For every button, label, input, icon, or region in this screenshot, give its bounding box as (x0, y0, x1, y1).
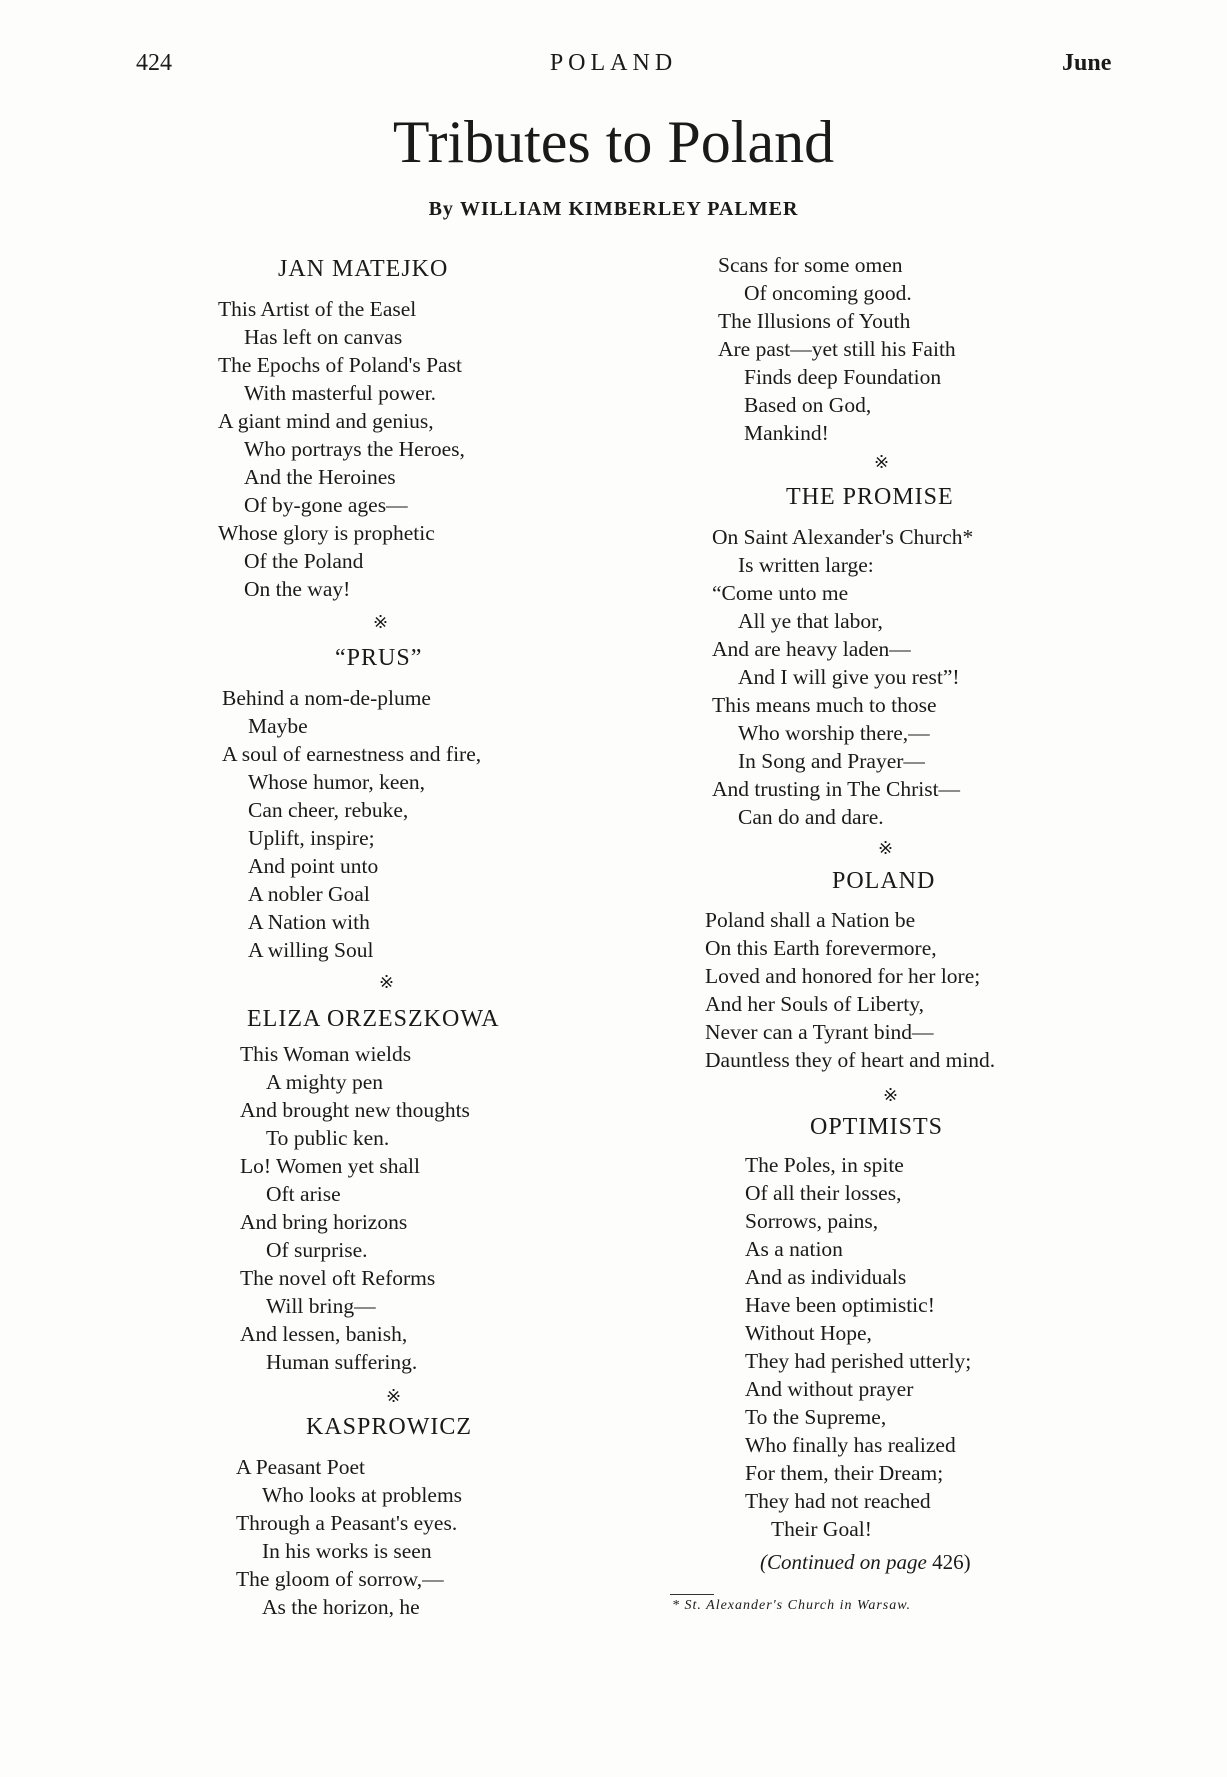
ornament-icon: ※ (379, 972, 395, 992)
poem-line: Of by-gone ages— (244, 493, 408, 517)
ornament-icon: ※ (386, 1386, 402, 1406)
poem-line: They had not reached (745, 1489, 931, 1513)
poem-line: Dauntless they of heart and mind. (705, 1048, 996, 1072)
poem-line: As the horizon, he (262, 1595, 420, 1619)
byline (0, 198, 1227, 221)
byline-prefix: By (428, 198, 454, 220)
poem-line: The Epochs of Poland's Past (218, 353, 462, 377)
poem-line: The novel oft Reforms (240, 1266, 436, 1290)
footnote-rule (670, 1594, 714, 1595)
footnote: * St. Alexander's Church in Warsaw. (672, 1598, 912, 1613)
poem-prus (222, 684, 481, 964)
poem-line: A nobler Goal (248, 882, 370, 906)
ornament-icon: ※ (874, 452, 890, 472)
poem-line: Behind a nom-de-plume (222, 686, 431, 710)
poem-line: And trusting in The Christ— (712, 777, 961, 801)
poem-line: Based on God, (744, 393, 872, 417)
poem-line: And brought new thoughts (240, 1098, 470, 1122)
poem-line: Can cheer, rebuke, (248, 798, 409, 822)
poem-line: Sorrows, pains, (745, 1209, 879, 1233)
poem-line: Can do and dare. (738, 805, 884, 829)
poem-line: Who finally has realized (745, 1433, 956, 1457)
poem-line: This means much to those (712, 693, 937, 717)
poem-line: Whose humor, keen, (248, 770, 426, 794)
poem-orzeszkowa (240, 1040, 470, 1376)
poem-line: Maybe (248, 714, 308, 738)
poem-line: Have been optimistic! (745, 1293, 935, 1317)
poem-line: Mankind! (744, 421, 829, 445)
poem-line: Will bring— (266, 1294, 376, 1318)
poem-line: Oft arise (266, 1182, 341, 1206)
poem-line: And are heavy laden— (712, 637, 911, 661)
poem-poland (705, 906, 995, 1074)
poem-line: “Come unto me (712, 581, 849, 605)
poem-line: And point unto (248, 854, 379, 878)
poem-line: And her Souls of Liberty, (705, 992, 924, 1016)
article-title: Tributes to Poland (392, 109, 835, 175)
poem-line: On the way! (244, 577, 351, 601)
poem-line: A mighty pen (266, 1070, 384, 1094)
poem-kasprowicz-continued (718, 251, 956, 447)
poem-line: The Poles, in spite (745, 1153, 904, 1177)
poem-heading-matejko: JAN MATEJKO (278, 256, 449, 282)
poem-line: This Woman wields (240, 1042, 412, 1066)
poem-heading-kasprowicz: KASPROWICZ (306, 1414, 473, 1440)
poem-line: A soul of earnestness and fire, (222, 742, 482, 766)
poem-line: The Illusions of Youth (718, 309, 911, 333)
poem-line: As a nation (745, 1237, 843, 1261)
poem-line: Uplift, inspire; (248, 826, 375, 850)
poem-heading-optimists: OPTIMISTS (810, 1114, 944, 1140)
poem-line: Are past—yet still his Faith (718, 337, 956, 361)
poem-line: Finds deep Foundation (744, 365, 942, 389)
page-number: 424 (136, 50, 172, 76)
poem-matejko (218, 295, 465, 603)
poem-line: And I will give you rest”! (738, 665, 960, 689)
poem-line: A willing Soul (248, 938, 374, 962)
poem-line: Without Hope, (745, 1321, 872, 1345)
poem-line: A Peasant Poet (236, 1455, 365, 1479)
poem-line: On Saint Alexander's Church* (712, 525, 974, 549)
poem-line: This Artist of the Easel (218, 297, 417, 321)
poem-line: They had perished utterly; (745, 1349, 972, 1373)
poem-line: And the Heroines (244, 465, 396, 489)
poem-line: Through a Peasant's eyes. (236, 1511, 458, 1535)
poem-line: All ye that labor, (738, 609, 883, 633)
continuation-text: (Continued on page (760, 1550, 927, 1574)
poem-line: Whose glory is prophetic (218, 521, 435, 545)
poem-line: On this Earth forevermore, (705, 936, 937, 960)
poem-line: Lo! Women yet shall (240, 1154, 420, 1178)
poem-line: The gloom of sorrow,— (236, 1567, 444, 1591)
poem-line: Loved and honored for her lore; (705, 964, 981, 988)
poem-the-promise (712, 523, 973, 831)
poem-line: A Nation with (248, 910, 370, 934)
journal-title: POLAND (549, 50, 678, 76)
poem-line: Has left on canvas (244, 325, 403, 349)
poem-line: Human suffering. (266, 1350, 418, 1374)
continuation-note (760, 1550, 971, 1575)
poem-heading-promise: THE PROMISE (786, 484, 954, 510)
poem-line: Of the Poland (244, 549, 364, 573)
author-name: WILLIAM KIMBERLEY PALMER (459, 198, 799, 220)
poem-heading-orzeszkowa: ELIZA ORZESZKOWA (247, 1006, 500, 1032)
poem-line: Who portrays the Heroes, (244, 437, 465, 461)
poem-line: Who worship there,— (738, 721, 930, 745)
poem-line: Of all their losses, (745, 1181, 902, 1205)
poem-line: To the Supreme, (745, 1405, 887, 1429)
poem-line: Scans for some omen (718, 253, 903, 277)
poem-line: Their Goal! (771, 1517, 872, 1541)
poem-line: Never can a Tyrant bind— (705, 1020, 934, 1044)
poem-heading-prus: “PRUS” (335, 645, 423, 671)
poem-optimists (745, 1151, 971, 1543)
poem-line: And lessen, banish, (240, 1322, 408, 1346)
poem-line: For them, their Dream; (745, 1461, 944, 1485)
issue-month: June (1062, 50, 1112, 76)
poem-line: Of oncoming good. (744, 281, 912, 305)
poem-line: In his works is seen (262, 1539, 432, 1563)
poem-kasprowicz (236, 1453, 462, 1621)
poem-line: To public ken. (266, 1126, 390, 1150)
poem-heading-poland: POLAND (832, 868, 936, 894)
continuation-page: 426) (932, 1550, 971, 1574)
poem-line: And bring horizons (240, 1210, 408, 1234)
poem-line: And without prayer (745, 1377, 914, 1401)
poem-line: Who looks at problems (262, 1483, 463, 1507)
ornament-icon: ※ (373, 612, 389, 632)
ornament-icon: ※ (878, 838, 894, 858)
poem-line: A giant mind and genius, (218, 409, 434, 433)
poem-line: Of surprise. (266, 1238, 368, 1262)
poem-line: In Song and Prayer— (738, 749, 925, 773)
ornament-icon: ※ (883, 1085, 899, 1105)
poem-line: And as individuals (745, 1265, 907, 1289)
poem-line: With masterful power. (244, 381, 436, 405)
poem-line: Is written large: (738, 553, 874, 577)
poem-line: Poland shall a Nation be (705, 908, 916, 932)
